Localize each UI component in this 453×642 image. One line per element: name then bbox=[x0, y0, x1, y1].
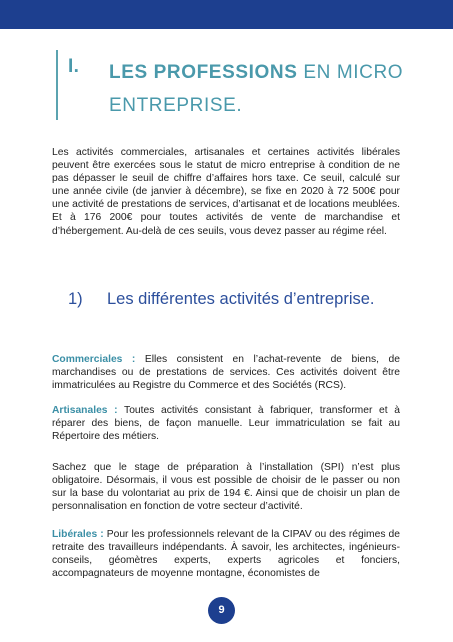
term-liberales: Libérales : bbox=[52, 529, 104, 540]
subsection-number: 1) bbox=[68, 290, 83, 308]
paragraph-artisanales bbox=[52, 404, 400, 443]
term-artisanales: Artisanales : bbox=[52, 405, 118, 416]
paragraph-commerciales bbox=[52, 353, 400, 392]
term-commerciales: Commerciales : bbox=[52, 354, 136, 365]
section-number: I. bbox=[68, 56, 80, 77]
paragraph-liberales bbox=[52, 528, 400, 580]
section-title-bold: LES PROFESSIONS bbox=[109, 62, 298, 83]
text-liberales: Pour les professionnels relevant de la CIPAV ou des régimes de retraite des travailleurs indépendants. À savoir, les architectes, ingénieurs-conseils, géomètres experts, experts agricoles et fonciers, accompagnateurs de moyenne montagne, économistes de bbox=[52, 529, 400, 580]
subsection-title: Les différentes activités d’entreprise. bbox=[107, 290, 375, 308]
paragraph-spi: Sachez que le stage de préparation à l’installation (SPI) n’est plus obligatoire. Désormais, il vous est possible de choisir de le passer ou non sur la base du volontariat au prix de 194 €. Ainsi que de choisir un plan de personnalisation en fonction de votre secteur d’activité. bbox=[52, 462, 400, 513]
text-artisanales: Toutes activités consistant à fabriquer, transformer et à réparer des biens, de façon manuelle. Leur immatriculation se fait au Répertoire des métiers. bbox=[52, 405, 400, 443]
text-commerciales: Elles consistent en l’achat-revente de biens, de marchandises ou de prestations de services. Ces activités doivent être immatriculées au Registre du Commerce et des Sociétés (RCS). bbox=[52, 354, 400, 392]
section-title bbox=[109, 56, 429, 122]
intro-paragraph: Les activités commerciales, artisanales et certaines activités libérales peuvent être exercées sous le statut de micro entreprise à condition de ne pas dépasser le seuil de chiffre d’affaires hors taxe. Ce seuil, calculé sur une année civile (de janvier à décembre), se fixe en 2020 à 72 500€ pour une activité de prestations de services, d’artisanat et de locations meublées. Et à 176 200€ pour toutes activités de vente de marchandise et d’hébergement. Au-delà de ces seuils, vous devez passer au régime réel. bbox=[52, 147, 400, 237]
section-title-rest: EN MICRO ENTREPRISE. bbox=[109, 62, 404, 116]
top-banner bbox=[0, 0, 453, 29]
heading-accent-rule bbox=[56, 50, 58, 120]
page-number-badge: 9 bbox=[208, 597, 235, 624]
